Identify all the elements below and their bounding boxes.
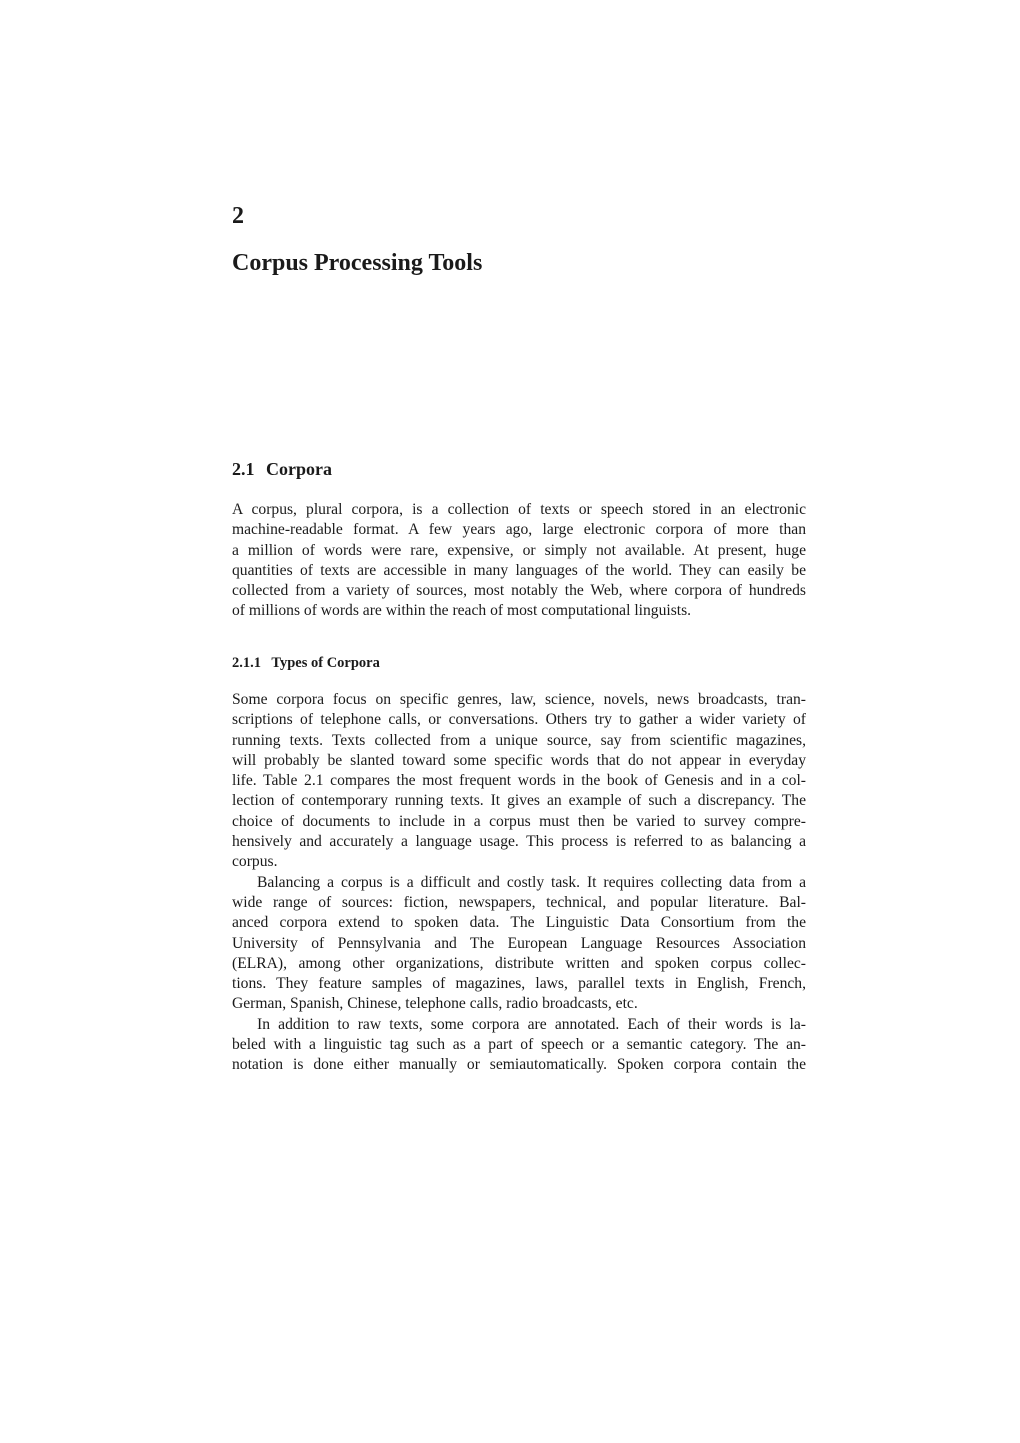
text-line: hensively and accurately a language usage. This process is referred to as balancing a [232,833,806,851]
text-line: of millions of words are within the reach of most computational linguists. [232,602,692,620]
text-line: choice of documents to include in a corpus must then be varied to survey compre- [232,812,806,830]
text-line: will probably be slanted toward some specific words that do not appear in everyday [232,751,806,769]
text-line: machine-readable format. A few years ago, large electronic corpora of more than [232,521,806,539]
text-line: notation is done either manually or semiautomatically. Spoken corpora contain the [232,1056,806,1074]
text-line: German, Spanish, Chinese, telephone calls, radio broadcasts, etc. [232,995,638,1013]
text-line: a million of words were rare, expensive, or simply not available. At present, huge [232,541,806,559]
paragraph-types [232,690,806,873]
intro-paragraph-block [232,500,806,622]
section-title: Corpora [266,459,332,479]
text-line: A corpus, plural corpora, is a collection of texts or speech stored in an electronic [232,501,806,518]
chapter-number: 2 [232,203,244,229]
types-paragraph-block [232,690,806,1076]
text-line: lection of contemporary running texts. It gives an example of such a discrepancy. The [232,792,806,810]
subsection-title: Types of Corpora [271,655,380,671]
subsection-number: 2.1.1 [232,655,261,671]
paragraph-balancing [232,873,806,1015]
text-line: Some corpora focus on specific genres, law, science, novels, news broadcasts, tran- [232,691,806,708]
chapter-title: Corpus Processing Tools [232,250,483,276]
text-line: quantities of texts are accessible in many languages of the world. They can easily be [232,561,806,579]
text-line: life. Table 2.1 compares the most frequent words in the book of Genesis and in a col- [232,772,806,790]
text-line: running texts. Texts collected from a unique source, say from scientific magazines, [232,731,806,749]
text-line: wide range of sources: fiction, newspapers, technical, and popular literature. Bal- [232,893,806,911]
section-heading [232,457,332,481]
text-line: University of Pennsylvania and The European Language Resources Association [232,934,806,952]
subsection-heading [232,653,380,673]
text-line: scriptions of telephone calls, or conversations. Others try to gather a wider variety of [232,711,806,729]
text-line: tions. They feature samples of magazines, laws, parallel texts in English, French, [232,975,806,993]
text-line: collected from a variety of sources, most notably the Web, where corpora of hundreds [232,582,806,600]
text-line: beled with a linguistic tag such as a part of speech or a semantic category. The an- [232,1036,806,1054]
paragraph-annotation [232,1015,806,1076]
paragraph-intro [232,500,806,622]
text-line: (ELRA), among other organizations, distribute written and spoken corpus collec- [232,954,806,972]
text-line: corpus. [232,853,278,871]
text-line: anced corpora extend to spoken data. The Linguistic Data Consortium from the [232,914,806,932]
text-line: In addition to raw texts, some corpora are annotated. Each of their words is la- [257,1015,806,1033]
text-line: Balancing a corpus is a difficult and costly task. It requires collecting data from a [257,873,806,891]
section-number: 2.1 [232,459,255,479]
